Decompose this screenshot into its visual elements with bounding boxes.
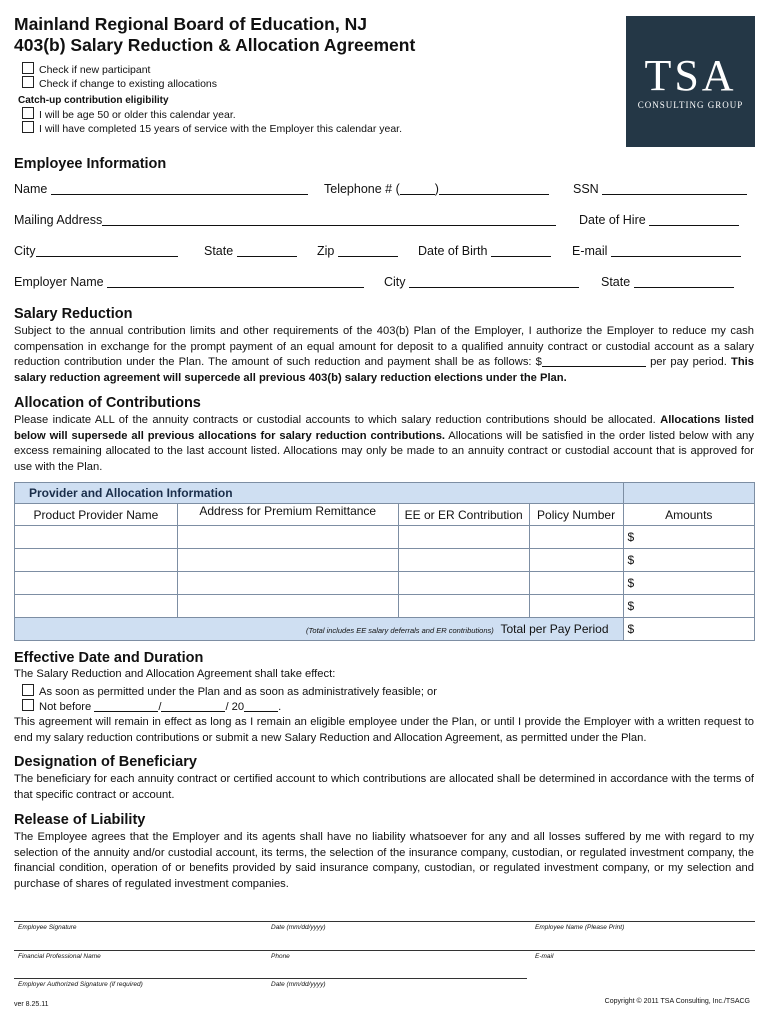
fp-email-label: E-mail <box>535 953 554 960</box>
zip-label: Zip <box>317 244 335 258</box>
address-cell[interactable] <box>177 526 398 549</box>
salary-reduction-text <box>14 324 754 386</box>
logo-text: TSA <box>644 51 737 100</box>
policy-cell[interactable] <box>529 526 623 549</box>
check-change-allocations[interactable] <box>22 76 217 90</box>
ee-er-cell[interactable] <box>398 572 529 595</box>
telephone-label: Telephone # ( <box>324 182 400 196</box>
mailing-address-field[interactable] <box>14 213 556 227</box>
dollar-sign: $ <box>627 599 635 613</box>
employee-info-heading: Employee Information <box>14 156 167 172</box>
ssn-label: SSN <box>573 182 599 196</box>
option-asap-label: As soon as permitted under the Plan and as soon as administratively feasible; or <box>39 686 437 698</box>
dollar-sign: $ <box>627 622 635 636</box>
year-line[interactable] <box>244 701 278 712</box>
employer-name-label: Employer Name <box>14 275 104 289</box>
copyright-label: Copyright © 2011 TSA Consulting, Inc./TSACG <box>604 998 750 1005</box>
table-row <box>15 572 755 595</box>
allocation-supersede-text: Allocations listed below will supersede all previous allocations for salary reduction contributions. <box>14 414 754 442</box>
dollar-sign: $ <box>627 553 635 567</box>
release-heading: Release of Liability <box>14 812 146 828</box>
total-row <box>15 618 755 641</box>
mailing-address-label: Mailing Address <box>14 213 103 227</box>
amount-cell[interactable] <box>623 595 755 618</box>
policy-cell[interactable] <box>529 572 623 595</box>
date-of-hire-field[interactable] <box>579 213 739 227</box>
check-new-label: Check if new participant <box>39 64 151 76</box>
telephone-field[interactable] <box>324 182 549 196</box>
table-row <box>15 549 755 572</box>
email-input-line[interactable] <box>611 244 741 257</box>
financial-professional-label: Financial Professional Name <box>18 953 101 960</box>
catchup-age-label: I will be age 50 or older this calendar year. <box>39 109 236 121</box>
address-cell[interactable] <box>177 595 398 618</box>
state-label: State <box>204 244 234 258</box>
telephone-input-line[interactable] <box>439 182 549 195</box>
col-policy-number: Policy Number <box>529 504 623 526</box>
state-input-line[interactable] <box>237 244 297 257</box>
effective-intro: The Salary Reduction and Allocation Agreement shall take effect: <box>14 668 336 680</box>
provider-cell[interactable] <box>15 526 178 549</box>
city-input-line[interactable] <box>36 244 178 257</box>
address-cell[interactable] <box>177 549 398 572</box>
check-catchup-age[interactable] <box>22 107 236 121</box>
amount-cell[interactable] <box>623 526 755 549</box>
salary-supercede-text: This salary reduction agreement will supercede all previous 403(b) salary reduction elections under the Plan. <box>14 356 754 384</box>
amount-cell[interactable] <box>623 572 755 595</box>
ee-er-cell[interactable] <box>398 595 529 618</box>
col-amounts: Amounts <box>623 504 755 526</box>
option-not-before[interactable] <box>22 699 281 713</box>
ee-er-cell[interactable] <box>398 549 529 572</box>
salary-text: Subject to the annual contribution limits and other requirements of the 403(b) Plan of the Employer, I authorize the Employer to reduce my cash compensation in exchange for the prompt payment of an equal amount for deposit to a qualified annuity contract or custodial account as a salary reduction contribution under the Plan. The amount of such reduction and payment shall be as follows: $ <box>14 325 754 368</box>
date-label-1: Date (mm/dd/yyyy) <box>271 924 326 931</box>
catchup-heading: Catch-up contribution eligibility <box>18 95 169 106</box>
signature-line-1[interactable] <box>14 921 755 922</box>
salary-text-per-period: per pay period. <box>645 356 731 368</box>
logo-subtext: CONSULTING GROUP <box>637 100 744 110</box>
total-amount-cell[interactable] <box>623 618 755 641</box>
signature-line-2[interactable] <box>14 950 755 951</box>
col-product-provider: Product Provider Name <box>15 504 178 526</box>
col-address: Address for Premium Remittance <box>177 504 398 526</box>
policy-cell[interactable] <box>529 595 623 618</box>
total-note: (Total includes EE salary deferrals and ER contributions) <box>306 626 494 635</box>
salary-reduction-heading: Salary Reduction <box>14 306 133 322</box>
address-cell[interactable] <box>177 572 398 595</box>
allocation-text <box>14 413 754 475</box>
date-of-birth-label: Date of Birth <box>418 244 488 258</box>
provider-cell[interactable] <box>15 595 178 618</box>
form-title-line1: Mainland Regional Board of Education, NJ <box>14 14 367 34</box>
checkbox[interactable] <box>22 62 34 74</box>
check-change-label: Check if change to existing allocations <box>39 78 218 90</box>
month-line[interactable] <box>94 701 158 712</box>
allocation-text-2: Allocations will be satisfied in the order listed below with any excess remaining allocated to the last account listed. Allocations may only be made to an annuity contract or custodial account that is approved for use with the Plan. <box>14 429 754 473</box>
table-title-spacer <box>623 483 755 504</box>
ee-er-cell[interactable] <box>398 526 529 549</box>
effective-date-heading: Effective Date and Duration <box>14 650 204 666</box>
email-label: E-mail <box>572 244 608 258</box>
check-catchup-service[interactable] <box>22 121 402 135</box>
checkbox[interactable] <box>22 121 34 133</box>
name-field[interactable] <box>14 182 308 196</box>
form-title-line2: 403(b) Salary Reduction & Allocation Agreement <box>14 35 416 55</box>
catchup-service-label: I will have completed 15 years of service with the Employer this calendar year. <box>39 123 403 135</box>
allocation-table <box>14 482 755 641</box>
ssn-field[interactable] <box>573 182 747 196</box>
employee-signature-label: Employee Signature <box>18 924 77 931</box>
employer-name-input-line[interactable] <box>107 275 364 288</box>
not-before-label: Not before <box>39 701 92 713</box>
table-row <box>15 595 755 618</box>
date-label-2: Date (mm/dd/yyyy) <box>271 981 326 988</box>
date-of-birth-input-line[interactable] <box>491 244 551 257</box>
name-label: Name <box>14 182 48 196</box>
provider-cell[interactable] <box>15 572 178 595</box>
checkbox[interactable] <box>22 107 34 119</box>
date-of-hire-label: Date of Hire <box>579 213 646 227</box>
checkbox[interactable] <box>22 76 34 88</box>
employer-city-input-line[interactable] <box>409 275 579 288</box>
amount-cell[interactable] <box>623 549 755 572</box>
email-field[interactable] <box>572 244 741 258</box>
total-label-cell <box>15 618 624 641</box>
day-line[interactable] <box>161 701 225 712</box>
employer-state-input-line[interactable] <box>634 275 734 288</box>
employer-state-field[interactable] <box>601 275 734 289</box>
year-prefix: / 20 <box>225 701 245 713</box>
mailing-address-input-line[interactable] <box>102 213 556 226</box>
employer-signature-label: Employer Authorized Signature (if required) <box>18 981 143 988</box>
checkbox[interactable] <box>22 684 34 696</box>
date-of-hire-input-line[interactable] <box>649 213 739 226</box>
dollar-sign: $ <box>627 576 635 590</box>
area-code-line[interactable] <box>400 182 435 195</box>
ssn-input-line[interactable] <box>602 182 747 195</box>
employer-state-label: State <box>601 275 631 289</box>
date-period: . <box>278 701 282 713</box>
checkbox[interactable] <box>22 699 34 711</box>
zip-input-line[interactable] <box>338 244 398 257</box>
date-slash: / <box>158 701 162 713</box>
salary-amount-line[interactable] <box>542 355 646 367</box>
col-ee-er: EE or ER Contribution <box>398 504 529 526</box>
table-title: Provider and Allocation Information <box>15 483 624 504</box>
employee-name-label: Employee Name (Please Print) <box>535 924 625 931</box>
effective-text: This agreement will remain in effect as long as I remain an eligible employee under the Plan, or until I provide the Employer with a written request to end my salary reduction contributions or submit a new Salary Reduction and Allocation Agreement, as permitted under the Plan. <box>14 716 754 744</box>
beneficiary-heading: Designation of Beneficiary <box>14 754 197 770</box>
dollar-sign: $ <box>627 530 635 544</box>
city-label: City <box>14 244 36 258</box>
table-row <box>15 526 755 549</box>
provider-cell[interactable] <box>15 549 178 572</box>
policy-cell[interactable] <box>529 549 623 572</box>
zip-field[interactable] <box>317 244 398 258</box>
city-field[interactable] <box>14 244 178 258</box>
option-asap[interactable] <box>22 684 437 698</box>
signature-line-3[interactable] <box>14 978 527 979</box>
check-new-participant[interactable] <box>22 62 150 76</box>
tsa-logo <box>626 16 755 147</box>
release-text: The Employee agrees that the Employer and its agents shall have no liability whatsoever for any and all losses suffered by me with regard to my selection of the annuity and/or custodial account, its terms, the selection of the insurance company, custodian, or regulated investment company, the financial condition, operation of or benefits provided by said insurance company, custodian, or regulated investment company, or my selection and purchase of shares of regulated investment companies. <box>14 831 754 890</box>
allocation-heading: Allocation of Contributions <box>14 395 201 411</box>
employer-city-label: City <box>384 275 406 289</box>
version-label: ver 8.25.11 <box>14 1001 49 1008</box>
telephone-paren: ) <box>434 182 439 196</box>
state-field[interactable] <box>204 244 297 258</box>
phone-label: Phone <box>271 953 290 960</box>
beneficiary-text: The beneficiary for each annuity contract or certified account to which contributions are allocated shall be determined in accordance with the terms of that specific contract or account. <box>14 773 754 801</box>
total-label: Total per Pay Period <box>500 622 609 636</box>
date-of-birth-field[interactable] <box>418 244 551 258</box>
employer-city-field[interactable] <box>384 275 579 289</box>
allocation-text-1: Please indicate ALL of the annuity contracts or custodial accounts to which salary reduction contributions should be allocated. <box>14 414 661 426</box>
name-input-line[interactable] <box>51 182 308 195</box>
employer-name-field[interactable] <box>14 275 364 289</box>
